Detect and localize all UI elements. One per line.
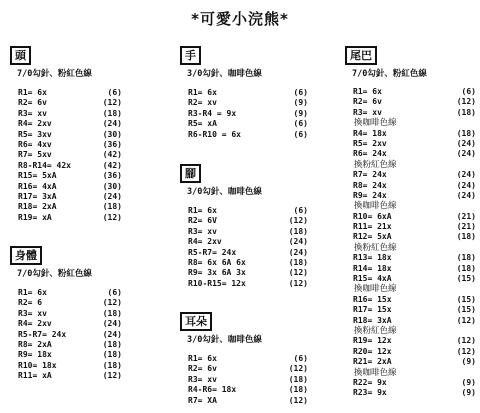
stitch-count: (12) <box>102 212 122 222</box>
round-instruction: R5-R7= 24x <box>188 247 237 257</box>
stitch-count: (18) <box>102 360 122 370</box>
section-tail <box>345 44 480 399</box>
pattern-row <box>18 109 150 119</box>
pattern-row <box>353 336 480 346</box>
round-instruction: R4= 18x <box>353 128 387 138</box>
round-instruction: R8= 2xA <box>18 339 52 349</box>
pattern-row <box>353 139 480 149</box>
stitch-count: (12) <box>288 395 308 405</box>
section-heading: 身體 <box>10 246 42 265</box>
stitch-count: (24) <box>288 237 308 247</box>
stitch-count: (12) <box>102 371 122 381</box>
row-list <box>188 88 320 140</box>
pattern-row <box>18 298 150 308</box>
stitch-count: (21) <box>456 211 476 221</box>
round-instruction: R1= 6x <box>188 354 217 363</box>
stitch-count: (12) <box>456 315 476 325</box>
round-instruction: R4-R6= 18x <box>188 385 237 395</box>
round-instruction: R2= xv <box>188 98 217 108</box>
pattern-row <box>188 364 320 374</box>
pattern-row <box>18 350 150 360</box>
stitch-count: (18) <box>288 385 308 395</box>
stitch-count: (12) <box>102 298 122 308</box>
round-instruction: R5= xA <box>188 119 217 129</box>
stitch-count: (12) <box>456 97 476 107</box>
pattern-row <box>188 268 320 278</box>
pattern-row <box>353 388 480 398</box>
stitch-count: (24) <box>102 191 122 201</box>
round-instruction: R10= 18x <box>18 360 57 370</box>
round-instruction: R6= 4xv <box>18 139 52 149</box>
round-instruction: R4= 2xv <box>188 237 222 247</box>
pattern-row <box>188 258 320 268</box>
round-instruction: R10-R15= 12x <box>188 278 246 288</box>
pattern-row <box>18 161 150 171</box>
stitch-count: (21) <box>456 222 476 232</box>
yarn-change-note: 換粉紅色線 <box>354 159 397 170</box>
round-instruction: R5-R7= 24x <box>18 329 67 339</box>
round-instruction: R22= 9x <box>353 377 387 387</box>
stitch-count: (24) <box>456 180 476 190</box>
round-instruction: R3-R4 = 9x <box>188 108 237 118</box>
round-instruction: R19= 12x <box>353 336 392 346</box>
stitch-count: (36) <box>102 139 122 149</box>
round-instruction: R2= 6v <box>188 364 217 374</box>
round-instruction: R10= 6xA <box>353 211 392 221</box>
pattern-row <box>188 206 320 216</box>
pattern-row <box>18 171 150 181</box>
pattern-row <box>353 181 480 191</box>
round-instruction: R4= 2xv <box>18 319 52 329</box>
stitch-count: (18) <box>288 257 308 267</box>
stitch-count: (24) <box>102 329 122 339</box>
stitch-count: (6) <box>293 354 308 363</box>
pattern-row <box>353 357 480 367</box>
page-title: *可愛小浣熊* <box>191 10 289 28</box>
round-instruction: R17= 15x <box>353 305 392 315</box>
round-instruction: R16= 4xA <box>18 181 57 191</box>
section-heading: 腳 <box>180 164 201 183</box>
pattern-row <box>18 202 150 212</box>
round-instruction: R18= 3xA <box>353 315 392 325</box>
pattern-row <box>188 88 320 98</box>
section-heading: 耳朵 <box>180 312 212 331</box>
pattern-row <box>353 295 480 305</box>
pattern-row <box>353 316 480 326</box>
round-instruction: R12= 5xA <box>353 232 392 242</box>
round-instruction: R3= xv <box>188 374 217 384</box>
stitch-count: (12) <box>288 278 308 288</box>
round-instruction: R15= 5xA <box>18 171 57 181</box>
pattern-row <box>18 340 150 350</box>
pattern-row <box>18 150 150 160</box>
stitch-count: (18) <box>288 226 308 236</box>
pattern-row <box>188 216 320 226</box>
stitch-count: (12) <box>288 268 308 278</box>
stitch-count: (18) <box>102 202 122 212</box>
pattern-row <box>18 88 150 98</box>
yarn-change-note: 換咖啡色線 <box>354 118 397 129</box>
round-instruction: R17= 3xA <box>18 191 57 201</box>
pattern-row <box>353 149 480 159</box>
round-instruction: R2= 6 <box>18 298 43 308</box>
round-instruction: R20= 12x <box>353 346 392 356</box>
round-instruction: R15= 4xA <box>353 274 392 284</box>
section-heading: 尾巴 <box>345 46 377 65</box>
stitch-count: (12) <box>288 216 308 226</box>
round-instruction: R16= 15x <box>353 294 392 304</box>
pattern-row <box>353 170 480 180</box>
pattern-row <box>188 396 320 406</box>
stitch-count: (9) <box>461 388 476 398</box>
stitch-count: (6) <box>461 87 476 96</box>
stitch-count: (18) <box>456 263 476 273</box>
yarn-change-note: 換咖啡色線 <box>354 367 397 378</box>
round-instruction: R4= 2xv <box>18 119 52 129</box>
section-subtitle: 7/0勾針、粉紅色線 <box>352 69 427 79</box>
round-instruction: R1= 6x <box>188 206 217 215</box>
pattern-row <box>18 119 150 129</box>
row-list <box>18 88 150 223</box>
pattern-row <box>188 354 320 364</box>
pattern-row <box>353 347 480 357</box>
pattern-row <box>353 222 480 232</box>
round-instruction: R1= 6x <box>353 87 382 96</box>
pattern-row <box>353 232 480 242</box>
stitch-count: (18) <box>102 350 122 360</box>
round-instruction: R1= 6x <box>18 288 47 297</box>
round-instruction: R19= xA <box>18 212 52 222</box>
round-instruction: R3= xv <box>18 308 47 318</box>
pattern-row <box>18 361 150 371</box>
yarn-change-note: 換咖啡色線 <box>354 201 397 212</box>
stitch-count: (9) <box>461 357 476 367</box>
pattern-row <box>188 279 320 289</box>
stitch-count: (15) <box>456 305 476 315</box>
pattern-row <box>188 227 320 237</box>
stitch-count: (9) <box>293 98 308 108</box>
round-instruction: R14= 18x <box>353 263 392 273</box>
stitch-count: (42) <box>102 150 122 160</box>
pattern-row <box>353 129 480 139</box>
stitch-count: (9) <box>293 108 308 118</box>
pattern-row <box>353 378 480 388</box>
stitch-count: (15) <box>456 274 476 284</box>
pattern-row <box>188 375 320 385</box>
round-instruction: R3= xv <box>188 226 217 236</box>
yarn-change-note: 換咖啡色線 <box>354 284 397 295</box>
pattern-row <box>18 98 150 108</box>
stitch-count: (6) <box>107 288 122 297</box>
round-instruction: R6-R10 = 6x <box>188 129 241 139</box>
round-instruction: R3= xv <box>18 108 47 118</box>
stitch-count: (18) <box>102 108 122 118</box>
pattern-row <box>353 274 480 284</box>
section-subtitle: 3/0勾針、咖啡色線 <box>187 187 262 197</box>
section-heading: 手 <box>180 46 201 65</box>
stitch-count: (24) <box>288 247 308 257</box>
pattern-row <box>188 248 320 258</box>
row-list <box>188 354 320 406</box>
round-instruction: R5= 2xv <box>353 138 387 148</box>
round-instruction: R8-R14= 42x <box>18 160 71 170</box>
pattern-row <box>188 98 320 108</box>
yarn-change-note: 換粉紅色線 <box>354 325 397 336</box>
pattern-row <box>353 108 480 118</box>
stitch-count: (15) <box>456 294 476 304</box>
stitch-count: (18) <box>288 374 308 384</box>
round-instruction: R7= XA <box>188 395 217 405</box>
row-list <box>18 288 150 382</box>
round-instruction: R9= 24x <box>353 190 387 200</box>
round-instruction: R3= xv <box>353 107 382 117</box>
pattern-row <box>18 213 150 223</box>
pattern-row <box>18 140 150 150</box>
stitch-count: (12) <box>288 364 308 374</box>
pattern-row <box>188 119 320 129</box>
pattern-row <box>353 87 480 97</box>
pattern-row <box>18 182 150 192</box>
stitch-count: (12) <box>456 336 476 346</box>
round-instruction: R1= 6x <box>188 88 217 97</box>
pattern-row <box>353 253 480 263</box>
section-subtitle: 7/0勾針、粉紅色線 <box>17 269 92 279</box>
round-instruction: R2= 6V <box>188 216 217 226</box>
round-instruction: R13= 18x <box>353 253 392 263</box>
section-head <box>10 44 150 223</box>
section-body <box>10 244 150 382</box>
round-instruction: R6= 24x <box>353 149 387 159</box>
row-list <box>188 206 320 289</box>
round-instruction: R5= 3xv <box>18 129 52 139</box>
pattern-row <box>188 237 320 247</box>
round-instruction: R1= 6x <box>18 88 47 97</box>
stitch-count: (30) <box>102 181 122 191</box>
round-instruction: R8= 6x 6A 6x <box>188 257 246 267</box>
stitch-count: (6) <box>107 88 122 97</box>
round-instruction: R2= 6v <box>18 98 47 108</box>
section-subtitle: 3/0勾針、咖啡色線 <box>187 69 262 79</box>
pattern-row <box>353 264 480 274</box>
stitch-count: (12) <box>456 346 476 356</box>
stitch-count: (24) <box>456 170 476 180</box>
stitch-count: (18) <box>456 232 476 242</box>
pattern-row <box>353 191 480 201</box>
stitch-count: (12) <box>102 98 122 108</box>
section-hand <box>180 44 320 140</box>
round-instruction: R2= 6v <box>353 97 382 107</box>
stitch-count: (18) <box>102 339 122 349</box>
stitch-count: (24) <box>456 190 476 200</box>
pattern-row <box>18 192 150 202</box>
round-instruction: R11= 21x <box>353 222 392 232</box>
section-ear <box>180 310 320 406</box>
section-heading: 頭 <box>10 46 31 65</box>
yarn-change-note: 換粉紅色線 <box>354 242 397 253</box>
round-instruction: R7= 5xv <box>18 150 52 160</box>
round-instruction: R11= xA <box>18 371 52 381</box>
stitch-count: (9) <box>461 377 476 387</box>
section-subtitle: 3/0勾針、咖啡色線 <box>187 335 262 345</box>
stitch-count: (24) <box>456 149 476 159</box>
stitch-count: (6) <box>293 129 308 139</box>
pattern-row <box>188 109 320 119</box>
pattern-row <box>18 309 150 319</box>
pattern-row <box>353 97 480 107</box>
stitch-count: (24) <box>456 138 476 148</box>
stitch-count: (36) <box>102 171 122 181</box>
stitch-count: (6) <box>293 88 308 97</box>
stitch-count: (18) <box>102 308 122 318</box>
round-instruction: R8= 24x <box>353 180 387 190</box>
stitch-count: (24) <box>102 119 122 129</box>
stitch-count: (18) <box>456 107 476 117</box>
pattern-row <box>353 212 480 222</box>
round-instruction: R21= 2xA <box>353 357 392 367</box>
stitch-count: (18) <box>456 128 476 138</box>
pattern-row <box>18 319 150 329</box>
pattern-row <box>353 305 480 315</box>
round-instruction: R18= 2xA <box>18 202 57 212</box>
stitch-count: (30) <box>102 129 122 139</box>
stitch-count: (42) <box>102 160 122 170</box>
section-subtitle: 7/0勾針、粉紅色線 <box>17 69 92 79</box>
pattern-row <box>18 330 150 340</box>
section-leg <box>180 162 320 289</box>
pattern-row <box>18 288 150 298</box>
row-list <box>353 87 480 399</box>
pattern-row <box>18 130 150 140</box>
stitch-count: (24) <box>102 319 122 329</box>
round-instruction: R9= 3x 6A 3x <box>188 268 246 278</box>
stitch-count: (18) <box>456 253 476 263</box>
pattern-row <box>188 130 320 140</box>
stitch-count: (6) <box>293 119 308 129</box>
pattern-row <box>188 385 320 395</box>
pattern-row <box>18 371 150 381</box>
round-instruction: R7= 24x <box>353 170 387 180</box>
round-instruction: R23= 9x <box>353 388 387 398</box>
stitch-count: (6) <box>293 206 308 215</box>
round-instruction: R9= 18x <box>18 350 52 360</box>
